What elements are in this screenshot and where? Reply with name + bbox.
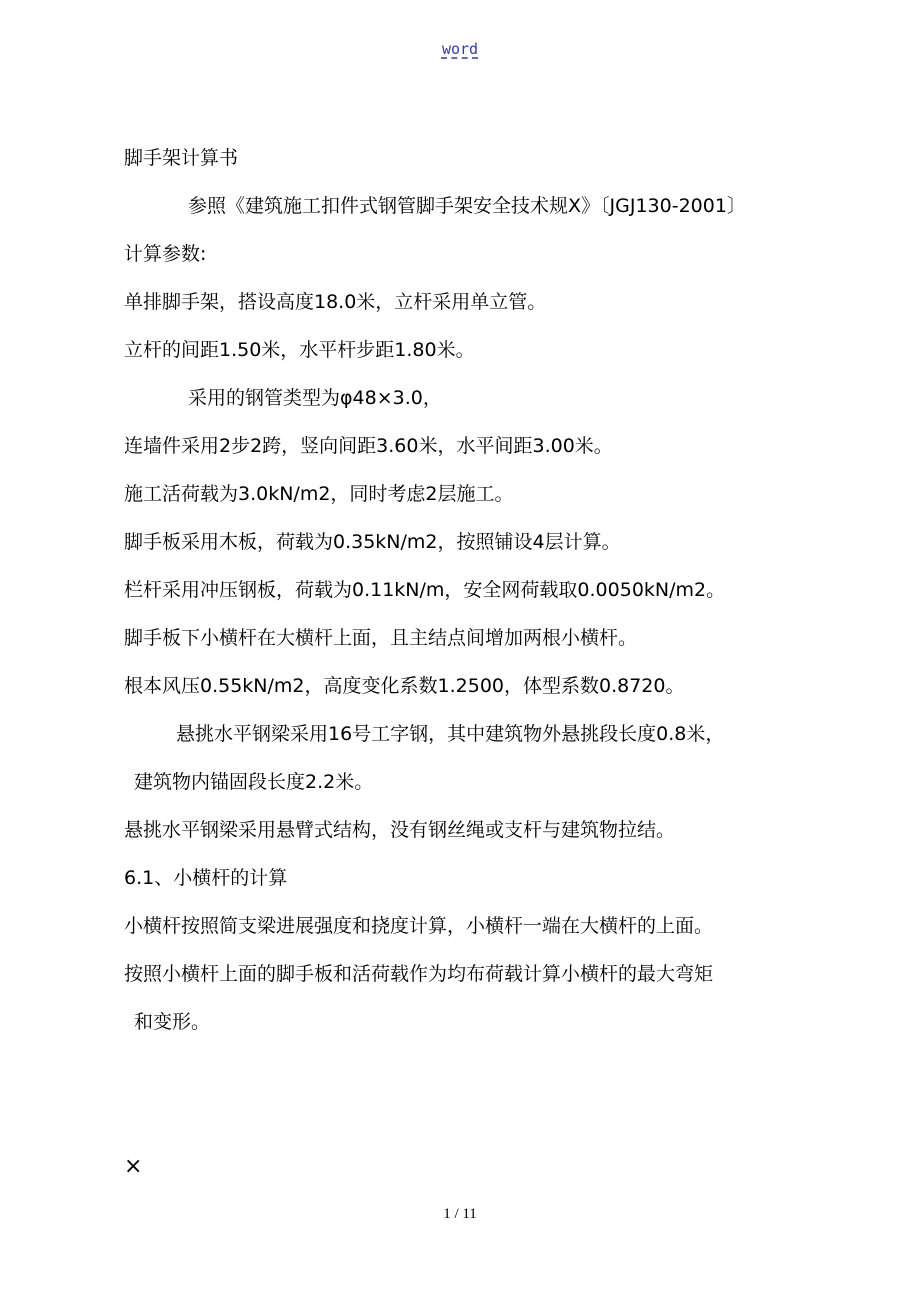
- param-line: 悬挑水平钢梁采用悬臂式结构，没有钢丝绳或支杆与建筑物拉结。: [124, 819, 676, 841]
- param-line: 单排脚手架，搭设高度18.0米，立杆采用单立管。: [124, 291, 547, 313]
- section-heading: 6.1、小横杆的计算: [124, 867, 288, 889]
- page-number: 1 / 11: [443, 1206, 477, 1222]
- document-title: 脚手架计算书: [124, 147, 239, 169]
- header-word-link[interactable]: word: [441, 40, 479, 58]
- paragraph-line: 和变形。: [134, 1011, 211, 1033]
- param-line: 立杆的间距1.50米，水平杆步距1.80米。: [124, 339, 475, 361]
- param-line: 根本风压0.55kN/m2，高度变化系数1.2500，体型系数0.8720。: [124, 675, 685, 697]
- param-line: 栏杆采用冲压钢板，荷载为0.11kN/m，安全网荷载取0.0050kN/m2。: [124, 579, 726, 601]
- paragraph-line: 按照小横杆上面的脚手板和活荷载作为均布荷载计算小横杆的最大弯矩: [124, 963, 714, 985]
- params-heading: 计算参数:: [124, 243, 207, 265]
- reference-standard-line: 参照《建筑施工扣件式钢管脚手架安全技术规X》〔JGJ130-2001〕: [188, 195, 746, 217]
- param-line: 采用的钢管类型为φ48×3.0，: [188, 387, 442, 409]
- multiply-mark: ×: [124, 1154, 143, 1179]
- param-line: 脚手板下小横杆在大横杆上面，且主结点间增加两根小横杆。: [124, 627, 638, 649]
- param-line: 悬挑水平钢梁采用16号工字钢，其中建筑物外悬挑段长度0.8米，: [176, 723, 725, 745]
- param-line: 施工活荷载为3.0kN/m2，同时考虑2层施工。: [124, 483, 514, 505]
- param-line: 连墙件采用2步2跨，竖向间距3.60米，水平间距3.00米。: [124, 435, 613, 457]
- param-line: 脚手板采用木板，荷载为0.35kN/m2，按照铺设4层计算。: [124, 531, 621, 553]
- param-line: 建筑物内锚固段长度2.2米。: [134, 771, 374, 793]
- paragraph-line: 小横杆按照简支梁进展强度和挠度计算，小横杆一端在大横杆的上面。: [124, 915, 714, 937]
